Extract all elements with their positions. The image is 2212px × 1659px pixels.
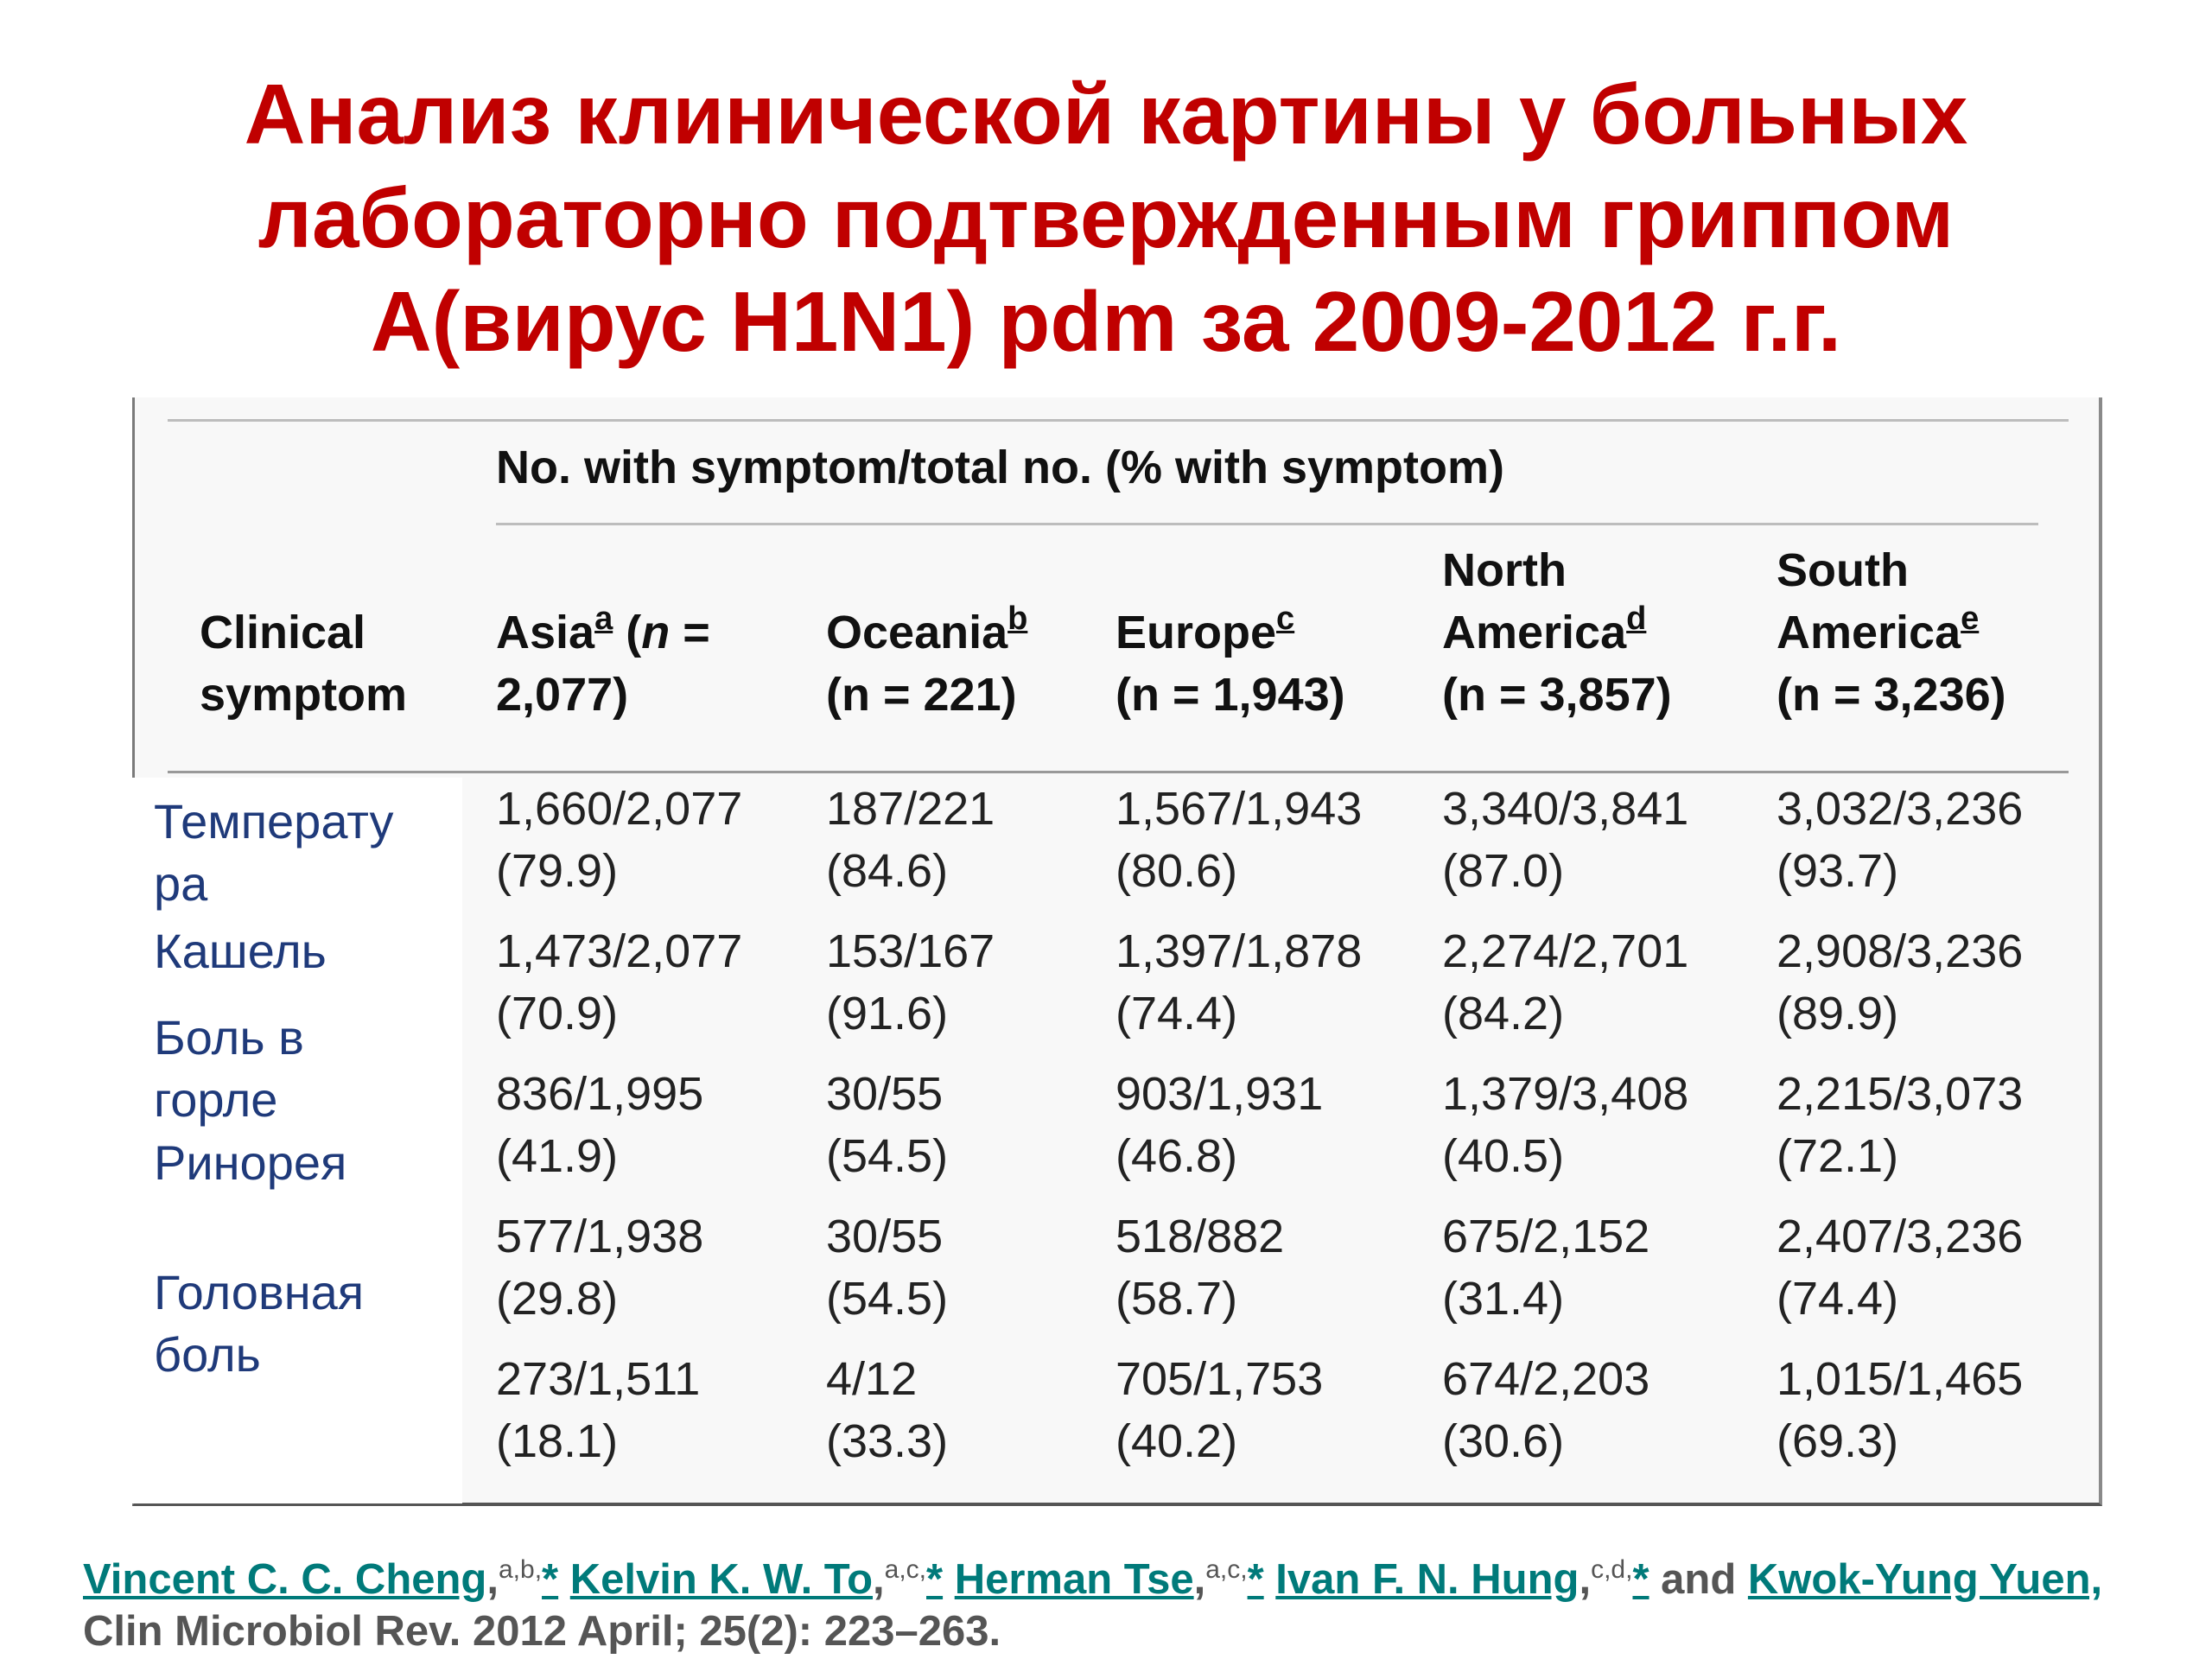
author-link-yuen[interactable]: Kwok-Yung Yuen, [1747, 1556, 2103, 1603]
col-head-north-america: North America$^d$ (n = 3,857) [1442, 544, 1672, 721]
table-cell: 518/882 (58.7) [1116, 1211, 1285, 1325]
table-cell: 705/1,753 (40.2) [1116, 1353, 1324, 1467]
table-cell: 1,397/1,878 (74.4) [1116, 925, 1363, 1039]
author-mark-cheng[interactable]: * [542, 1556, 559, 1603]
table-cell: 4/12 (33.3) [826, 1353, 949, 1467]
table-cell: 2,215/3,073 (72.1) [1777, 1068, 2024, 1182]
author-mark-tse[interactable]: * [1247, 1556, 1264, 1603]
and-text: and [1661, 1556, 1737, 1603]
author-link-hung[interactable]: Ivan F. N. Hung [1275, 1556, 1580, 1603]
author-link-to[interactable]: Kelvin K. W. To [569, 1556, 874, 1603]
col-head-south-america: South America$^e$ (n = 3,236) [1777, 544, 2006, 721]
row-label: Температу ра [154, 794, 394, 911]
title-line-1: Анализ клинической картины у больных [244, 67, 1968, 162]
group-header: No. with symptom/total no. (% with symptom) [496, 442, 1504, 493]
citation-source: Clin Microbiol Rev. 2012 April; 25(2): 223–263. [83, 1608, 1001, 1655]
col-head-asia: Asia$^a$ (n = 2,077) [496, 601, 710, 721]
slide-title [0, 62, 2212, 373]
author-link-tse[interactable]: Herman Tse [954, 1556, 1194, 1603]
table-cell: 153/167 (91.6) [826, 925, 995, 1039]
row-labels-panel [130, 778, 462, 1503]
author-link-cheng[interactable]: Vincent C. C. Cheng [83, 1556, 487, 1603]
table-cell: 1,379/3,408 (40.5) [1442, 1068, 1689, 1182]
table-cell: 2,908/3,236 (89.9) [1777, 925, 2024, 1039]
author-mark-hung[interactable]: * [1632, 1556, 1649, 1603]
table-cell: 30/55 (54.5) [826, 1068, 949, 1182]
table-cell: 1,473/2,077 (70.9) [496, 925, 743, 1039]
table-cell: 1,660/2,077 (79.9) [496, 783, 743, 897]
row-label: Ринорея [154, 1135, 347, 1190]
table-cell: 577/1,938 (29.8) [496, 1211, 704, 1325]
table-cell: 3,340/3,841 (87.0) [1442, 783, 1689, 897]
table-cell: 836/1,995 (41.9) [496, 1068, 704, 1182]
table-cell: 675/2,152 (31.4) [1442, 1211, 1650, 1325]
table-cell: 2,407/3,236 (74.4) [1777, 1211, 2024, 1325]
row-label: Боль в горле [154, 1010, 304, 1127]
column-headers [135, 544, 2099, 726]
row-label: Головная боль [154, 1265, 365, 1382]
citation: Vincent C. C. Cheng,$^{a,b,}$* Kelvin K. W. To,$^{a,c,}$* Herman Tse,$^{a,c,}$* Ivan F. N. Hung,$^{c,d,}$* and Kwok-Yung Yuen, Clin Microbiol Rev. 2012 April; 25(2): 223–263. [83, 1555, 2103, 1655]
table-cell: 674/2,203 (30.6) [1442, 1353, 1650, 1467]
table-cell: 3,032/3,236 (93.7) [1777, 783, 2024, 897]
row-label: Кашель [154, 924, 327, 978]
col-head-clinical-symptom: Clinical symptom [200, 607, 408, 721]
table-top-rule [168, 419, 2069, 422]
table-cell: 903/1,931 (46.8) [1116, 1068, 1324, 1182]
author-mark-to[interactable]: * [926, 1556, 944, 1603]
title-line-2: лабораторно подтвержденным гриппом [257, 170, 1955, 265]
col-head-oceania: Oceania$^b$ (n = 221) [826, 601, 1028, 721]
table-cell: 1,567/1,943 (80.6) [1116, 783, 1363, 897]
table-cell: 273/1,511 (18.1) [496, 1353, 701, 1467]
table-cell: 1,015/1,465 (69.3) [1777, 1353, 2024, 1467]
title-line-3: А(вирус Н1N1) pdm за 2009-2012 г.г. [370, 274, 1842, 369]
group-header-rule [496, 523, 2038, 525]
table-cell: 2,274/2,701 (84.2) [1442, 925, 1689, 1039]
table-cell: 30/55 (54.5) [826, 1211, 949, 1325]
col-head-europe: Europe$^c$ (n = 1,943) [1116, 601, 1345, 721]
table-cell: 187/221 (84.6) [826, 783, 995, 897]
header-bottom-rule [168, 771, 2069, 773]
